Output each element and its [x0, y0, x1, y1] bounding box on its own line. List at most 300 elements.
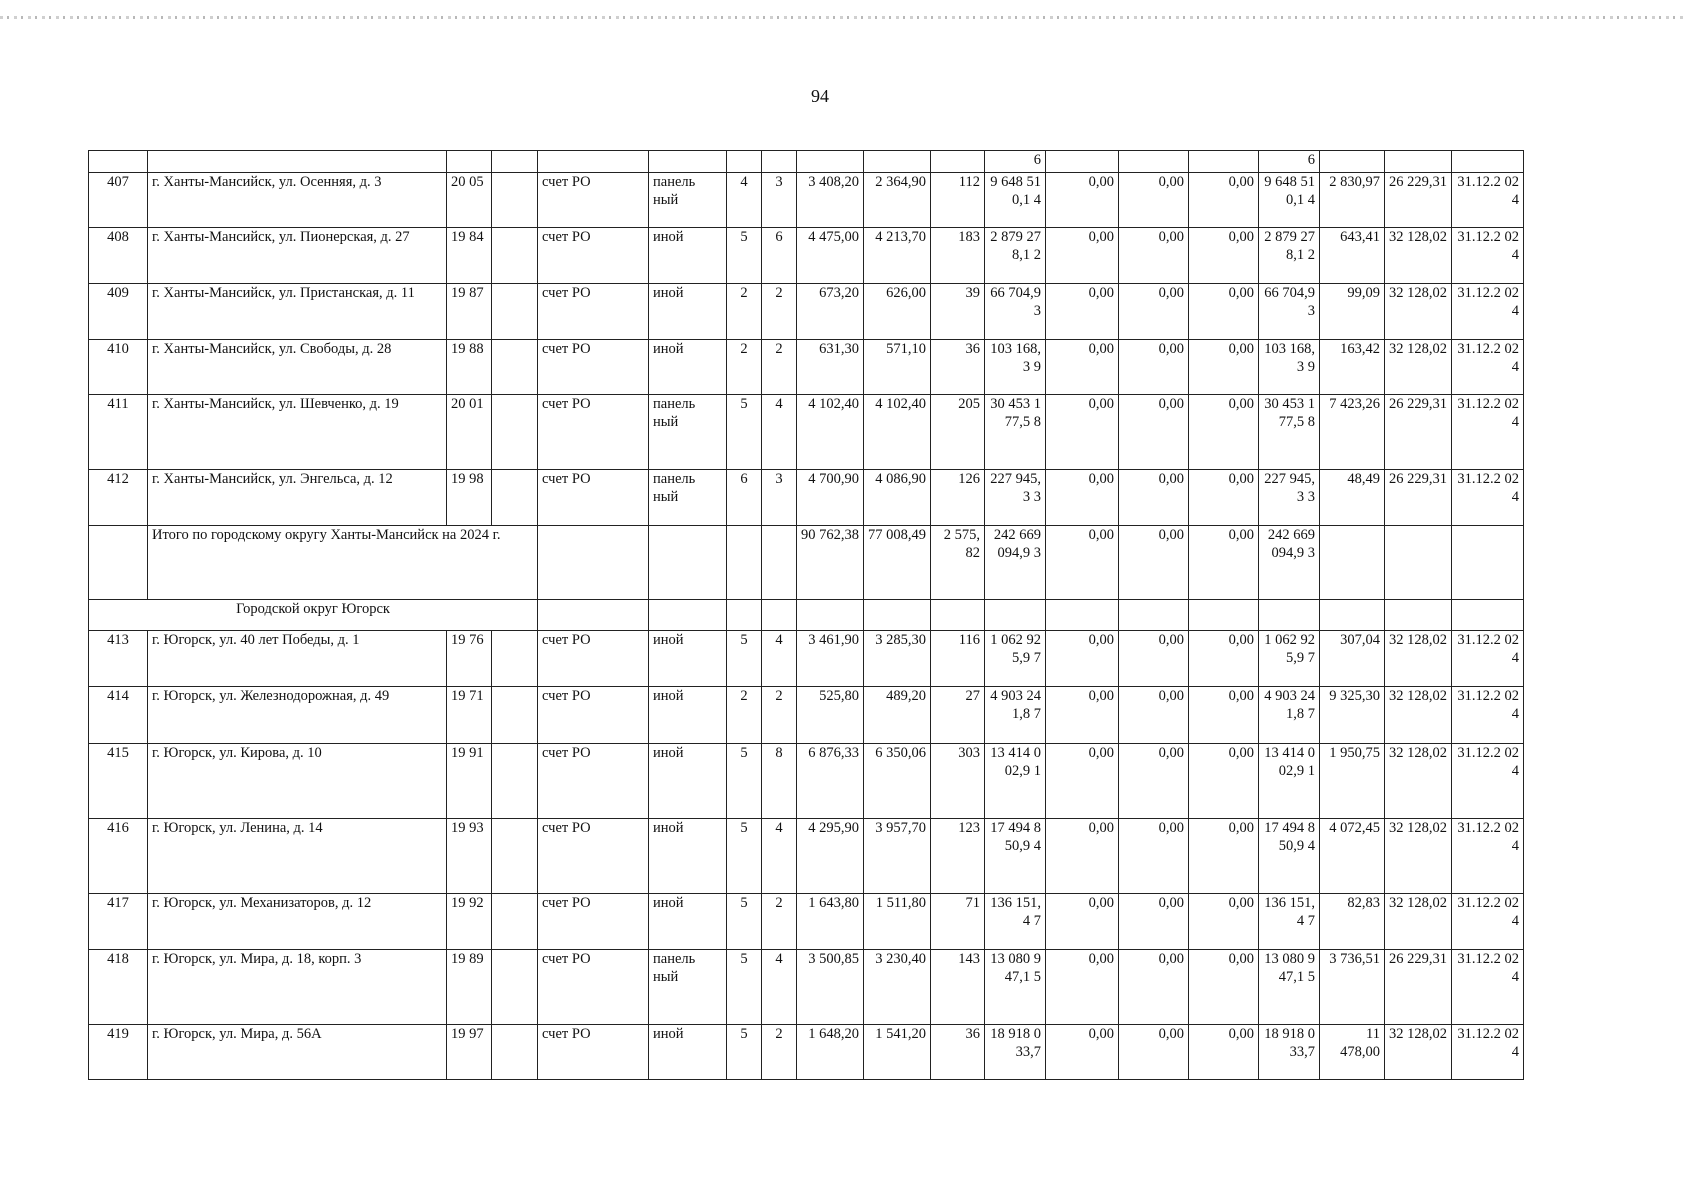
scan-artifact-line — [0, 16, 1686, 19]
cell-limit-cost: 32 128,02 — [1385, 744, 1452, 819]
cell-area-total: 6 876,33 — [797, 744, 864, 819]
cell-cost-owners: 136 151,4 7 — [1259, 894, 1320, 950]
cell-unit-cost: 3 736,51 — [1320, 950, 1385, 1025]
total-residents: 2 575, 82 — [931, 526, 985, 600]
cell-row-number: 412 — [89, 470, 148, 526]
cell-deadline: 31.12.2 024 — [1452, 470, 1524, 526]
cell-commission-year: 19 71 — [447, 687, 492, 744]
cell-cost-total: 227 945,3 3 — [985, 470, 1046, 526]
table-row — [89, 687, 1524, 744]
cell-cost-total: 18 918 033,7 — [985, 1025, 1046, 1080]
cell-deadline: 31.12.2 024 — [1452, 950, 1524, 1025]
table-row — [89, 173, 1524, 228]
cell-entrances: 6 — [762, 228, 797, 284]
cell-wall-material: иной — [649, 687, 727, 744]
cell-cost-fund1: 0,00 — [1046, 284, 1119, 340]
cell-cost-fund2: 0,00 — [1119, 744, 1189, 819]
cell-row-number: 410 — [89, 340, 148, 395]
cell-residents: 112 — [931, 173, 985, 228]
cell-commission-year: 19 93 — [447, 819, 492, 894]
cell-cost-owners: 13 080 947,1 5 — [1259, 950, 1320, 1025]
cell-fund-method: счет РО — [538, 395, 649, 470]
cell-row-number: 414 — [89, 687, 148, 744]
cell-cost-fund3: 0,00 — [1189, 395, 1259, 470]
cell-cost-fund3: 0,00 — [1189, 173, 1259, 228]
cell-commission-year: 19 76 — [447, 631, 492, 687]
cell-floors: 5 — [727, 395, 762, 470]
table-row — [89, 340, 1524, 395]
cell-empty — [762, 600, 797, 631]
cell-limit-cost: 32 128,02 — [1385, 284, 1452, 340]
cell-empty — [492, 631, 538, 687]
cell-entrances: 4 — [762, 395, 797, 470]
cell-cost-fund2: 0,00 — [1119, 819, 1189, 894]
cell-area-living: 6 350,06 — [864, 744, 931, 819]
cell-wall-material: иной — [649, 744, 727, 819]
cell-row-number: 408 — [89, 228, 148, 284]
cell-residents: 126 — [931, 470, 985, 526]
total-label: Итого по городскому округу Ханты-Мансийск на 2024 г. — [148, 526, 538, 600]
cell-residents: 36 — [931, 340, 985, 395]
cell-unit-cost: 82,83 — [1320, 894, 1385, 950]
cell-commission-year: 19 98 — [447, 470, 492, 526]
total-cost-fund2: 0,00 — [1119, 526, 1189, 600]
cell-commission-year: 19 89 — [447, 950, 492, 1025]
cell-floors: 2 — [727, 340, 762, 395]
cell-floors: 6 — [727, 470, 762, 526]
page-number: 94 — [811, 86, 829, 106]
cell-area-total: 673,20 — [797, 284, 864, 340]
cell-empty — [538, 600, 649, 631]
cell-entrances: 8 — [762, 744, 797, 819]
cell-cost-owners: 18 918 033,7 — [1259, 1025, 1320, 1080]
section-header-row — [89, 600, 1524, 631]
cell-empty — [1189, 600, 1259, 631]
cell-cost-total: 66 704,9 3 — [985, 284, 1046, 340]
cell-area-living: 626,00 — [864, 284, 931, 340]
cell-cost-total: 1 062 925,9 7 — [985, 631, 1046, 687]
cell-empty — [649, 600, 727, 631]
cell-empty — [1452, 526, 1524, 600]
cell-wall-material: иной — [649, 284, 727, 340]
cell-area-total: 4 295,90 — [797, 819, 864, 894]
cell-entrances: 2 — [762, 340, 797, 395]
cell-cost-fund3: 0,00 — [1189, 819, 1259, 894]
cell-cost-fund2: 0,00 — [1119, 173, 1189, 228]
cell-area-total: 3 408,20 — [797, 173, 864, 228]
cell-unit-cost: 99,09 — [1320, 284, 1385, 340]
cell-cost-fund2: 0,00 — [1119, 228, 1189, 284]
cell-unit-cost: 307,04 — [1320, 631, 1385, 687]
cell-deadline: 31.12.2 024 — [1452, 687, 1524, 744]
cell-fund-method: счет РО — [538, 284, 649, 340]
cell-empty — [1385, 600, 1452, 631]
cell-area-living: 4 213,70 — [864, 228, 931, 284]
table-row — [89, 284, 1524, 340]
cell-cost-fund3: 0,00 — [1189, 1025, 1259, 1080]
cell-area-living: 4 102,40 — [864, 395, 931, 470]
table-row — [89, 894, 1524, 950]
cell-empty — [492, 894, 538, 950]
cell-empty — [492, 228, 538, 284]
cell-unit-cost: 9 325,30 — [1320, 687, 1385, 744]
cell-empty — [985, 600, 1046, 631]
cell-cost-fund2: 0,00 — [1119, 687, 1189, 744]
cell-area-total: 525,80 — [797, 687, 864, 744]
cell-empty — [492, 819, 538, 894]
cell-entrances: 4 — [762, 631, 797, 687]
cell-wall-material: иной — [649, 631, 727, 687]
cell-residents: 205 — [931, 395, 985, 470]
cell-empty — [492, 284, 538, 340]
cell-cost-fund1: 0,00 — [1046, 340, 1119, 395]
cell-cost-fund1: 0,00 — [1046, 687, 1119, 744]
cell-deadline: 31.12.2 024 — [1452, 173, 1524, 228]
cell-cost-total: 9 648 510,1 4 — [985, 173, 1046, 228]
cell-unit-cost: 48,49 — [1320, 470, 1385, 526]
cell-deadline: 31.12.2 024 — [1452, 395, 1524, 470]
table-row — [89, 950, 1524, 1025]
cell-deadline: 31.12.2 024 — [1452, 284, 1524, 340]
cell-row-number: 407 — [89, 173, 148, 228]
cell-commission-year: 20 01 — [447, 395, 492, 470]
cell-entrances: 3 — [762, 173, 797, 228]
cell-fund-method: счет РО — [538, 894, 649, 950]
cell-area-total: 1 648,20 — [797, 1025, 864, 1080]
cell-fund-method: счет РО — [538, 1025, 649, 1080]
cell-empty — [492, 687, 538, 744]
cell-cost-owners: 66 704,9 3 — [1259, 284, 1320, 340]
total-cost-total: 242 669 094,9 3 — [985, 526, 1046, 600]
cell-deadline: 31.12.2 024 — [1452, 1025, 1524, 1080]
cell-residents: 39 — [931, 284, 985, 340]
cell-row-number: 413 — [89, 631, 148, 687]
cell-unit-cost: 163,42 — [1320, 340, 1385, 395]
cell-limit-cost: 26 229,31 — [1385, 173, 1452, 228]
cell-empty — [492, 470, 538, 526]
cell-cost-fund3: 0,00 — [1189, 687, 1259, 744]
cell-wall-material: иной — [649, 819, 727, 894]
cell-limit-cost: 26 229,31 — [1385, 470, 1452, 526]
cell-entrances: 4 — [762, 819, 797, 894]
cell-floors: 5 — [727, 631, 762, 687]
cell-area-living: 1 541,20 — [864, 1025, 931, 1080]
cell-empty — [727, 600, 762, 631]
cell-cost-fund1: 0,00 — [1046, 228, 1119, 284]
cell-cost-fund2: 0,00 — [1119, 340, 1189, 395]
cell-row-number: 419 — [89, 1025, 148, 1080]
cell-fund-method: счет РО — [538, 950, 649, 1025]
cell-address: г. Югорск, ул. 40 лет Победы, д. 1 — [148, 631, 447, 687]
cell-commission-year: 19 84 — [447, 228, 492, 284]
cell-area-total: 4 700,90 — [797, 470, 864, 526]
section-title: Городской округ Югорск — [89, 600, 538, 631]
cell-residents: 27 — [931, 687, 985, 744]
cell-area-total: 3 500,85 — [797, 950, 864, 1025]
cell-cost-fund1: 0,00 — [1046, 631, 1119, 687]
table-row — [89, 395, 1524, 470]
cell-area-living: 571,10 — [864, 340, 931, 395]
cell-residents: 183 — [931, 228, 985, 284]
cell-empty — [931, 600, 985, 631]
cell-limit-cost: 26 229,31 — [1385, 395, 1452, 470]
cell-wall-material: панель ный — [649, 950, 727, 1025]
cell-limit-cost: 32 128,02 — [1385, 894, 1452, 950]
cell-address: г. Югорск, ул. Кирова, д. 10 — [148, 744, 447, 819]
cell-area-living: 3 957,70 — [864, 819, 931, 894]
cell-row-number: 409 — [89, 284, 148, 340]
cell-empty — [538, 526, 649, 600]
cell-unit-cost: 643,41 — [1320, 228, 1385, 284]
cell-unit-cost: 7 423,26 — [1320, 395, 1385, 470]
table-row — [89, 819, 1524, 894]
cell-address: г. Ханты-Мансийск, ул. Энгельса, д. 12 — [148, 470, 447, 526]
cell-residents: 303 — [931, 744, 985, 819]
cell-cost-owners: 17 494 850,9 4 — [1259, 819, 1320, 894]
cell-cost-fund1: 0,00 — [1046, 894, 1119, 950]
repair-program-table — [88, 150, 1524, 1080]
cell-empty — [89, 526, 148, 600]
cell-cost-fund1: 0,00 — [1046, 1025, 1119, 1080]
cell-cost-fund1: 0,00 — [1046, 395, 1119, 470]
cell-cost-total: 2 879 278,1 2 — [985, 228, 1046, 284]
cell-wall-material: иной — [649, 228, 727, 284]
cell-commission-year: 19 97 — [447, 1025, 492, 1080]
cell-area-total: 3 461,90 — [797, 631, 864, 687]
cell-floors: 5 — [727, 228, 762, 284]
cell-deadline: 31.12.2 024 — [1452, 340, 1524, 395]
total-cost-fund3: 0,00 — [1189, 526, 1259, 600]
cell-commission-year: 19 88 — [447, 340, 492, 395]
cell-limit-cost: 32 128,02 — [1385, 819, 1452, 894]
total-area-living: 77 008,49 — [864, 526, 931, 600]
table-row — [89, 744, 1524, 819]
cell-floors: 2 — [727, 284, 762, 340]
cell-residents: 71 — [931, 894, 985, 950]
cell-cost-fund2: 0,00 — [1119, 631, 1189, 687]
cell-entrances: 2 — [762, 284, 797, 340]
cell-area-total: 1 643,80 — [797, 894, 864, 950]
cell-cost-total: 30 453 177,5 8 — [985, 395, 1046, 470]
cell-wall-material: иной — [649, 1025, 727, 1080]
cell-cost-fund2: 0,00 — [1119, 1025, 1189, 1080]
cell-cost-total: 13 414 002,9 1 — [985, 744, 1046, 819]
cell-area-living: 3 285,30 — [864, 631, 931, 687]
cell-commission-year: 19 92 — [447, 894, 492, 950]
cell-fund-method: счет РО — [538, 819, 649, 894]
cell-floors: 5 — [727, 894, 762, 950]
total-row — [89, 526, 1524, 600]
cell-limit-cost: 32 128,02 — [1385, 340, 1452, 395]
cell-cost-total: 6 — [985, 151, 1046, 173]
table-row — [89, 228, 1524, 284]
cell-address: г. Ханты-Мансийск, ул. Пристанская, д. 11 — [148, 284, 447, 340]
cell-cost-total: 103 168,3 9 — [985, 340, 1046, 395]
cell-limit-cost: 32 128,02 — [1385, 1025, 1452, 1080]
cell-wall-material: иной — [649, 340, 727, 395]
cell-empty — [492, 173, 538, 228]
cell-empty — [1046, 600, 1119, 631]
cell-area-total: 4 102,40 — [797, 395, 864, 470]
cell-address: г. Югорск, ул. Мира, д. 56А — [148, 1025, 447, 1080]
total-area-total: 90 762,38 — [797, 526, 864, 600]
cell-entrances: 3 — [762, 470, 797, 526]
cell-area-living: 3 230,40 — [864, 950, 931, 1025]
cell-row-number: 411 — [89, 395, 148, 470]
cell-floors: 5 — [727, 744, 762, 819]
cell-cost-total: 4 903 241,8 7 — [985, 687, 1046, 744]
cell-empty — [864, 600, 931, 631]
cell-floors: 5 — [727, 1025, 762, 1080]
cell-empty — [797, 600, 864, 631]
cell-floors: 5 — [727, 950, 762, 1025]
cell-empty — [1119, 600, 1189, 631]
cell-cost-fund3: 0,00 — [1189, 894, 1259, 950]
cell-cost-fund1: 0,00 — [1046, 744, 1119, 819]
cell-address: г. Ханты-Мансийск, ул. Свободы, д. 28 — [148, 340, 447, 395]
cell-entrances: 4 — [762, 950, 797, 1025]
cell-wall-material: иной — [649, 894, 727, 950]
cell-fund-method: счет РО — [538, 340, 649, 395]
cell-area-living: 4 086,90 — [864, 470, 931, 526]
cell-residents: 143 — [931, 950, 985, 1025]
cell-empty — [492, 340, 538, 395]
cell-deadline: 31.12.2 024 — [1452, 744, 1524, 819]
cell-area-total: 631,30 — [797, 340, 864, 395]
cell-cost-owners: 9 648 510,1 4 — [1259, 173, 1320, 228]
cell-cost-fund3: 0,00 — [1189, 631, 1259, 687]
cell-empty — [1320, 600, 1385, 631]
cell-unit-cost: 1 950,75 — [1320, 744, 1385, 819]
cell-row-number: 415 — [89, 744, 148, 819]
cell-deadline: 31.12.2 024 — [1452, 894, 1524, 950]
cell-fund-method: счет РО — [538, 744, 649, 819]
cell-floors: 2 — [727, 687, 762, 744]
cell-address: г. Югорск, ул. Механизаторов, д. 12 — [148, 894, 447, 950]
total-cost-owners: 242 669 094,9 3 — [1259, 526, 1320, 600]
cell-cost-owners: 4 903 241,8 7 — [1259, 687, 1320, 744]
cell-residents: 123 — [931, 819, 985, 894]
cell-unit-cost: 2 830,97 — [1320, 173, 1385, 228]
table-row — [89, 470, 1524, 526]
cell-address: г. Югорск, ул. Ленина, д. 14 — [148, 819, 447, 894]
cell-fund-method: счет РО — [538, 228, 649, 284]
cell-cost-fund3: 0,00 — [1189, 228, 1259, 284]
cell-fund-method: счет РО — [538, 631, 649, 687]
cell-residents: 116 — [931, 631, 985, 687]
cell-wall-material: панель ный — [649, 173, 727, 228]
cell-address: г. Ханты-Мансийск, ул. Шевченко, д. 19 — [148, 395, 447, 470]
cell-row-number: 416 — [89, 819, 148, 894]
cell-empty — [727, 526, 762, 600]
cell-limit-cost: 26 229,31 — [1385, 950, 1452, 1025]
cell-cost-total: 13 080 947,1 5 — [985, 950, 1046, 1025]
cell-empty — [762, 526, 797, 600]
cell-empty — [492, 744, 538, 819]
cell-entrances: 2 — [762, 1025, 797, 1080]
cell-fund-method: счет РО — [538, 173, 649, 228]
cell-cost-fund1: 0,00 — [1046, 819, 1119, 894]
cell-cost-fund3: 0,00 — [1189, 470, 1259, 526]
cell-empty — [1259, 600, 1320, 631]
cell-wall-material: панель ный — [649, 395, 727, 470]
cell-address: г. Ханты-Мансийск, ул. Пионерская, д. 27 — [148, 228, 447, 284]
cell-limit-cost: 32 128,02 — [1385, 228, 1452, 284]
cell-cost-fund1: 0,00 — [1046, 173, 1119, 228]
table-row — [89, 631, 1524, 687]
cell-cost-fund2: 0,00 — [1119, 470, 1189, 526]
cell-address: г. Ханты-Мансийск, ул. Осенняя, д. 3 — [148, 173, 447, 228]
cell-empty — [492, 1025, 538, 1080]
cell-area-living: 489,20 — [864, 687, 931, 744]
cell-cost-fund3: 0,00 — [1189, 950, 1259, 1025]
cell-area-living: 1 511,80 — [864, 894, 931, 950]
cell-residents: 36 — [931, 1025, 985, 1080]
cell-cost-total: 136 151,4 7 — [985, 894, 1046, 950]
cell-empty — [649, 526, 727, 600]
cell-empty — [1320, 526, 1385, 600]
cell-row-number: 418 — [89, 950, 148, 1025]
cell-address: г. Югорск, ул. Мира, д. 18, корп. 3 — [148, 950, 447, 1025]
cell-empty — [492, 395, 538, 470]
cell-empty — [1385, 526, 1452, 600]
cell-floors: 4 — [727, 173, 762, 228]
cell-cost-owners: 227 945,3 3 — [1259, 470, 1320, 526]
cell-cost-owners: 13 414 002,9 1 — [1259, 744, 1320, 819]
cell-entrances: 2 — [762, 894, 797, 950]
cell-cost-total: 17 494 850,9 4 — [985, 819, 1046, 894]
cell-empty — [492, 950, 538, 1025]
cell-fund-method: счет РО — [538, 470, 649, 526]
cell-cost-fund2: 0,00 — [1119, 395, 1189, 470]
cell-commission-year: 20 05 — [447, 173, 492, 228]
cell-unit-cost: 11 478,00 — [1320, 1025, 1385, 1080]
cell-cost-fund3: 0,00 — [1189, 284, 1259, 340]
cell-limit-cost: 32 128,02 — [1385, 631, 1452, 687]
cell-area-living: 2 364,90 — [864, 173, 931, 228]
table-body — [89, 151, 1524, 1080]
cell-deadline: 31.12.2 024 — [1452, 819, 1524, 894]
cell-cost-fund3: 0,00 — [1189, 744, 1259, 819]
cell-cost-owners: 6 — [1259, 151, 1320, 173]
cell-commission-year: 19 87 — [447, 284, 492, 340]
cell-wall-material: панель ный — [649, 470, 727, 526]
cell-cost-fund1: 0,00 — [1046, 470, 1119, 526]
cell-area-total: 4 475,00 — [797, 228, 864, 284]
cell-cost-owners: 103 168,3 9 — [1259, 340, 1320, 395]
cell-floors: 5 — [727, 819, 762, 894]
total-cost-fund1: 0,00 — [1046, 526, 1119, 600]
cell-cost-fund3: 0,00 — [1189, 340, 1259, 395]
cell-address: г. Югорск, ул. Железнодорожная, д. 49 — [148, 687, 447, 744]
cell-cost-owners: 30 453 177,5 8 — [1259, 395, 1320, 470]
cell-fund-method: счет РО — [538, 687, 649, 744]
cell-deadline: 31.12.2 024 — [1452, 631, 1524, 687]
cell-unit-cost: 4 072,45 — [1320, 819, 1385, 894]
cell-empty — [1452, 600, 1524, 631]
cell-cost-fund1: 0,00 — [1046, 950, 1119, 1025]
cell-cost-owners: 2 879 278,1 2 — [1259, 228, 1320, 284]
cell-cost-fund2: 0,00 — [1119, 950, 1189, 1025]
cell-row-number: 417 — [89, 894, 148, 950]
cell-limit-cost: 32 128,02 — [1385, 687, 1452, 744]
table-row-continuation — [89, 151, 1524, 173]
cell-cost-owners: 1 062 925,9 7 — [1259, 631, 1320, 687]
cell-cost-fund2: 0,00 — [1119, 894, 1189, 950]
table-row — [89, 1025, 1524, 1080]
cell-cost-fund2: 0,00 — [1119, 284, 1189, 340]
cell-commission-year: 19 91 — [447, 744, 492, 819]
